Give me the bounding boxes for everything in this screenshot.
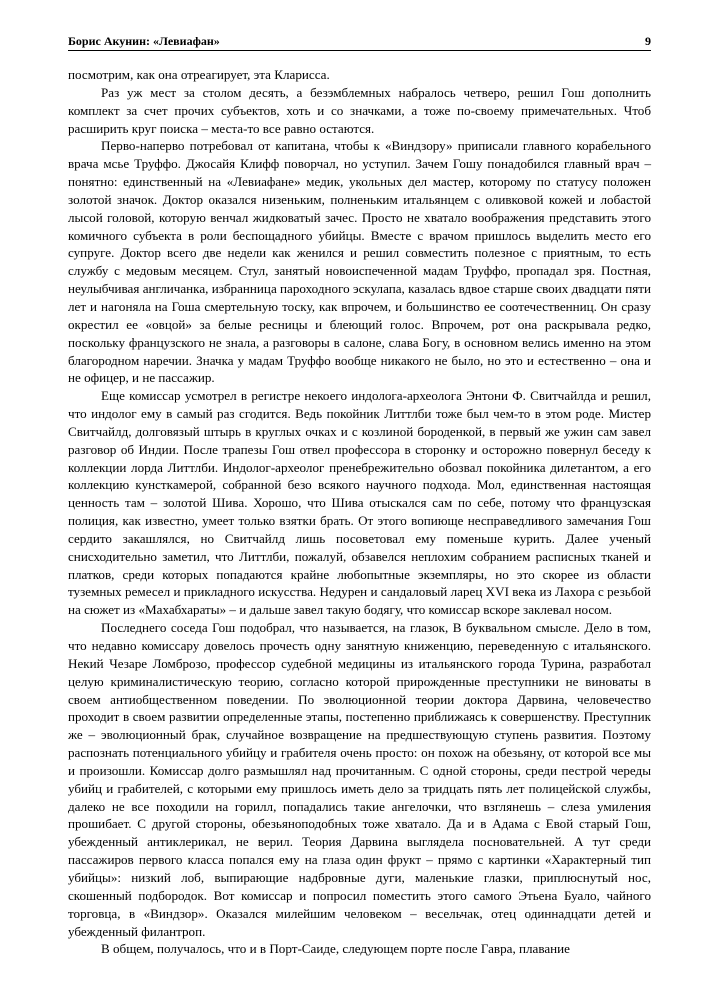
paragraph: Раз уж мест за столом десять, а безэмблемных набралось четверо, решил Гош дополнить комплект за счет прочих субъектов, хоть и со значками, а тоже по-своему примечательных. Чтоб расширить круг поиска – места-то все равно остаются. bbox=[68, 84, 651, 136]
paragraph: В общем, получалось, что и в Порт-Саиде, следующем порте после Гавра, плавание bbox=[101, 941, 570, 957]
book-title: Борис Акунин: «Левиафан» bbox=[68, 34, 220, 48]
page-body bbox=[68, 66, 651, 958]
paragraph: Перво-наперво потребовал от капитана, чтобы к «Виндзору» приписали главного корабельного врача мсье Труффо. Джосайя Клифф поворчал, но уступил. Зачем Гошу понадобился главный врач – понятно: единственный на «Левиафане» медик, укольных дел мастер, которому по статусу положен золотой значок. Доктор оказался низеньким, полненьким итальянцем с оливковой кожей и лобастой лысой головой, которую венчал жидковатый зачес. Просто не хватало воображения представить этого комичного субъекта в роли беспощадного убийцы. Вместе с врачом пришлось выделить место его супруге. Доктор всего две недели как женился и решил совместить полезное с приятным, то есть службу с медовым месяцем. Стул, занятый новоиспеченной мадам Труффо, пропадал зря. Постная, неулыбчивая англичанка, избранница пароходного эскулапа, казалась вдвое старше своих двадцати пяти лет и нагоняла на Гоша смертельную тоску, как впрочем, и большинство ее соотечественниц. Он сразу окрестил ее «овцой» за белые ресницы и блеющий голос. Впрочем, рот она раскрывала редко, поскольку французского не знала, а разговоры в салоне, слава Богу, в основном велись именно на этом благородном наречии. Значка у мадам Труффо вообще никакого не было, но это и естественно – она и не офицер, и не пассажир. bbox=[68, 138, 651, 386]
paragraph: Еще комиссар усмотрел в регистре некоего индолога-археолога Энтони Ф. Свитчайлда и решил, что индолог ему в самый раз сгодится. Ведь покойник Литтлби тоже был чем-то в этом роде. Мистер Свитчайлд, долговязый штырь в круглых очках и с козлиной бороденкой, в первый же ужин сам завел разговор об Индии. После трапезы Гош отвел профессора в сторонку и осторожно повернул беседу к коллекции лорда Литтлби. Индолог-археолог пренебрежительно обозвал покойника дилетантом, а его коллекцию кунсткамерой, собранной безо всякого научного подхода. Мол, единственная настоящая ценность там – золотой Шива. Хорошо, что Шива отыскался сам по себе, потому что французская полиция, как известно, умеет только взятки брать. От этого вопиюще несправедливого замечания Гош сердито закашлялся, но Свитчайлд лишь посоветовал ему поменьше курить. Далее ученый снисходительно заметил, что Литтлби, пожалуй, обзавелся неплохим собранием расписных тканей и платков, среди которых попадаются крайне любопытные экземпляры, но это скорее из области туземных ремесел и прикладного искусства. Недурен и сандаловый ларец XVI века из Лахора с резьбой на сюжет из «Махабхараты» – и дальше завел такую бодягу, что комиссар вскоре заклевал носом. bbox=[68, 388, 651, 618]
running-header bbox=[68, 34, 651, 51]
paragraph: Последнего соседа Гош подобрал, что называется, на глазок, В буквальном смысле. Дело в том, что недавно комиссару довелось прочесть одну занятную книженцию, переведенную с итальянского. Некий Чезаре Ломброзо, профессор судебной медицины из итальянского города Турина, разработал целую криминалистическую теорию, согласно которой прирожденные преступники не виноваты в своем антиобщественном поведении. По эволюционной теории доктора Дарвина, человечество проходит в своем развитии определенные этапы, постепенно приближаясь к совершенству. Преступник же – эволюционный брак, случайное возвращение на предшествующую ступень развития. Поэтому распознать потенциального убийцу и грабителя очень просто: он похож на обезьяну, от которой все мы и произошли. Комиссар долго размышлял над прочитанным. С одной стороны, среди пестрой череды убийц и грабителей, с которыми ему пришлось иметь дело за тридцать пять лет полицейской службы, далеко не все походили на горилл, попадались такие ангелочки, что взглянешь – слеза умиления прошибает. С другой стороны, обезьяноподобных тоже хватало. Да и в Адама с Евой старый Гош, убежденный антиклерикал, не верил. Теория Дарвина выглядела посновательней. А тут среди пассажиров первого класса попался ему на глаза один фрукт – прямо с картинки «Характерный тип убийцы»: низкий лоб, выпирающие надбровные дуги, маленькие глазки, приплюснутый нос, скошенный подбородок. Вот комиссар и попросил поместить этого самого Этьена Буало, чайного торговца, в «Виндзор». Оказался милейшим человеком – весельчак, отец одиннадцати детей и убежденный филантроп. bbox=[68, 620, 651, 939]
paragraph: посмотрим, как она отреагирует, эта Кларисса. bbox=[68, 67, 330, 82]
page-number: 9 bbox=[645, 34, 651, 48]
